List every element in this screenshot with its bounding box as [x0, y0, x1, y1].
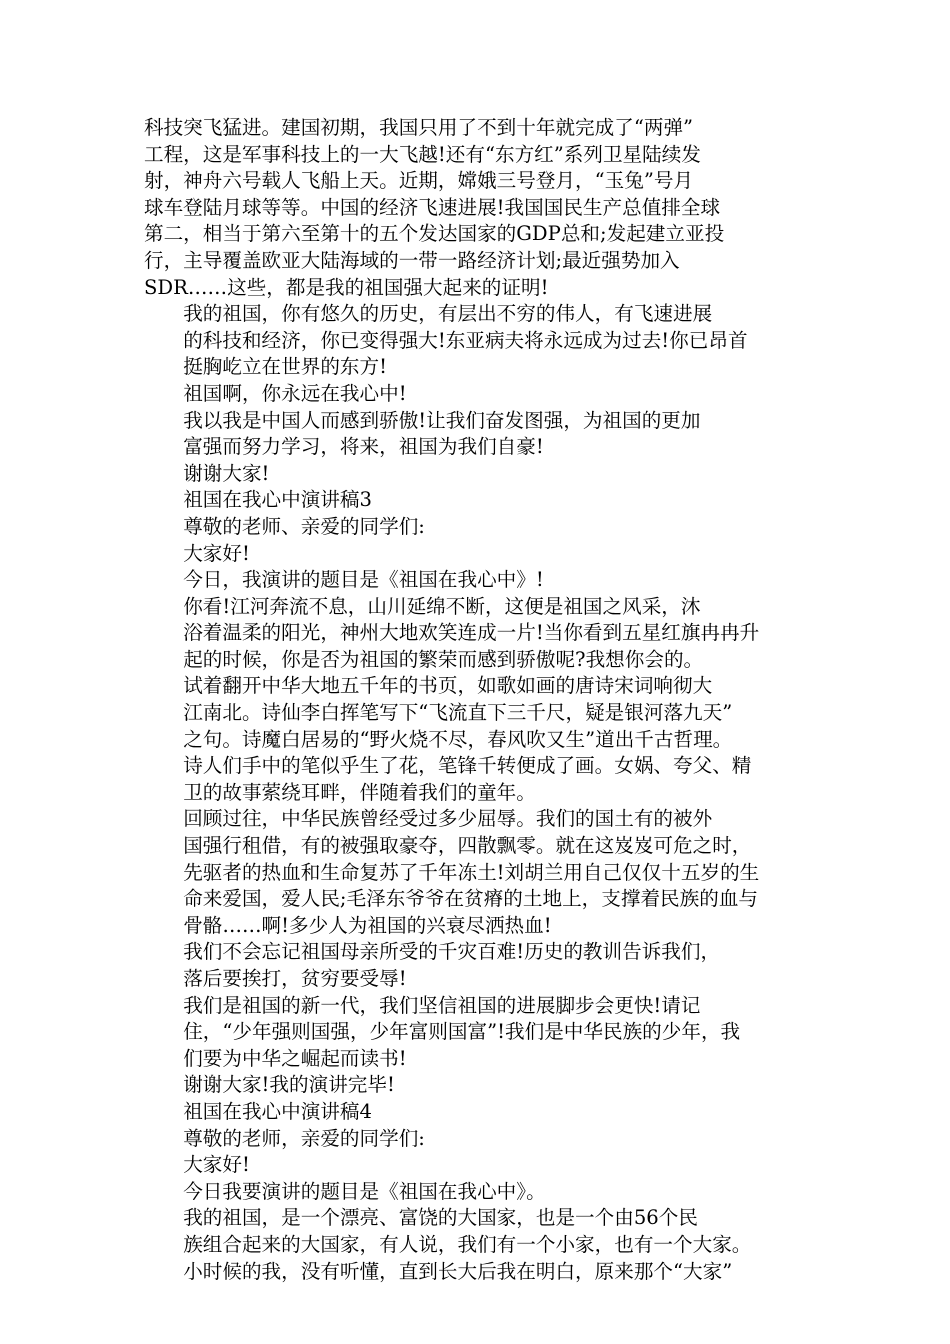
text-line: 起的时候，你是否为祖国的繁荣而感到骄傲呢?我想你会的。	[183, 647, 704, 671]
text-line: 们要为中华之崛起而读书!	[183, 1046, 407, 1070]
paragraph	[144, 1152, 819, 1179]
text-line: 射，神舟六号载人飞船上天。近期，嫦娥三号登月，“玉兔”号月	[144, 169, 694, 193]
text-line: 江南北。诗仙李白挥笔写下“飞流直下三千尺，疑是银河落九天”	[183, 701, 733, 725]
text-line: 球车登陆月球等等。中国的经济飞速进展!我国国民生产总值排全球	[144, 195, 721, 219]
text-line: 我的祖国，是一个漂亮、富饶的大国家，也是一个由56个民	[183, 1206, 698, 1230]
text-line: 大家好!	[183, 541, 250, 565]
text-line: 我的祖国，你有悠久的历史，有层出不穷的伟人，有飞速进展	[183, 302, 713, 326]
text-line: 的科技和经济，你已变得强大!东亚病夫将永远成为过去!你已昂首	[183, 328, 748, 352]
text-line: 我们是祖国的新一代，我们坚信祖国的进展脚步会更快!请记	[183, 993, 701, 1017]
paragraph	[144, 514, 819, 541]
text-line: 今日，我演讲的题目是《祖国在我心中》!	[183, 568, 544, 592]
text-line: 我们不会忘记祖国母亲所受的千灾百难!历史的教训告诉我们，	[183, 940, 721, 964]
text-line: 祖国啊，你永远在我心中!	[183, 381, 407, 405]
text-line: 骨骼……啊!多少人为祖国的兴衰尽洒热血!	[183, 913, 552, 937]
text-line: 浴着温柔的阳光，神州大地欢笑连成一片!当你看到五星红旗冉冉升	[183, 621, 760, 645]
text-line: 落后要挨打，贫穷要受辱!	[183, 967, 407, 990]
paragraph	[144, 487, 819, 514]
text-line: 命来爱国，爱人民;毛泽东爷爷在贫瘠的土地上，支撑着民族的血与	[183, 887, 759, 911]
text-line: SDR……这些，都是我的祖国强大起来的证明!	[144, 275, 549, 299]
paragraph	[144, 993, 819, 1073]
text-line: 今日我要演讲的题目是《祖国在我心中》。	[183, 1179, 546, 1203]
text-line: 之句。诗魔白居易的“野火烧不尽，春风吹又生”道出千古哲理。	[183, 727, 733, 751]
text-line: 国强行租借，有的被强取豪夺，四散飘零。就在这岌岌可危之时，	[183, 834, 752, 858]
text-line: 富强而努力学习，将来，祖国为我们自豪!	[183, 435, 544, 459]
paragraph	[144, 408, 819, 461]
document-page	[144, 115, 819, 1285]
text-line: 卫的故事萦绕耳畔，伴随着我们的童年。	[183, 780, 536, 804]
paragraph	[144, 673, 819, 806]
paragraph	[144, 1099, 819, 1126]
text-line: 你看!江河奔流不息，山川延绵不断，这便是祖国之风采，沐	[183, 594, 701, 618]
paragraph	[144, 1072, 819, 1099]
text-line: 我以我是中国人而感到骄傲!让我们奋发图强，为祖国的更加	[183, 408, 701, 432]
paragraph	[144, 1179, 819, 1206]
text-line: 住，“少年强则国强，少年富则国富”!我们是中华民族的少年，我	[183, 1020, 741, 1044]
text-line: 族组合起来的大国家，有人说，我们有一个小家，也有一个大家。	[183, 1232, 752, 1256]
paragraph	[144, 301, 819, 381]
text-line: 先驱者的热血和生命复苏了千年冻土!刘胡兰用自己仅仅十五岁的生	[183, 860, 760, 884]
paragraph	[144, 567, 819, 594]
paragraph	[144, 381, 819, 408]
paragraph	[144, 1126, 819, 1153]
text-line: 尊敬的老师，亲爱的同学们:	[183, 1126, 425, 1150]
text-line: 祖国在我心中演讲稿4	[183, 1099, 372, 1123]
paragraph	[144, 541, 819, 568]
text-line: 谢谢大家!我的演讲完毕!	[183, 1073, 395, 1097]
paragraph	[144, 939, 819, 992]
text-line: 尊敬的老师、亲爱的同学们:	[183, 514, 425, 538]
paragraph	[144, 115, 819, 301]
text-line: 回顾过往，中华民族曾经受过多少屈辱。我们的国土有的被外	[183, 807, 713, 831]
text-line: 大家好!	[183, 1153, 250, 1177]
text-line: 行，主导覆盖欧亚大陆海域的一带一路经济计划;最近强势加入	[144, 248, 680, 272]
text-line: 小时候的我，没有听懂，直到长大后我在明白，原来那个“大家”	[183, 1259, 733, 1283]
text-line: 诗人们手中的笔似乎生了花，笔锋千转便成了画。女娲、夸父、精	[183, 754, 752, 778]
paragraph	[144, 806, 819, 939]
paragraph	[144, 461, 819, 488]
paragraph	[144, 594, 819, 674]
text-line: 挺胸屹立在世界的东方!	[183, 355, 387, 379]
paragraph	[144, 1205, 819, 1285]
text-line: 第二，相当于第六至第十的五个发达国家的GDP总和;发起建立亚投	[144, 222, 725, 246]
text-line: 祖国在我心中演讲稿3	[183, 488, 372, 512]
text-line: 工程，这是军事科技上的一大飞越!还有“东方红”系列卫星陆续发	[144, 142, 701, 166]
text-line: 试着翻开中华大地五千年的书页，如歌如画的唐诗宋词响彻大	[183, 674, 713, 698]
text-line: 科技突飞猛进。建国初期，我国只用了不到十年就完成了“两弹”	[144, 116, 694, 139]
text-line: 谢谢大家!	[183, 461, 270, 485]
